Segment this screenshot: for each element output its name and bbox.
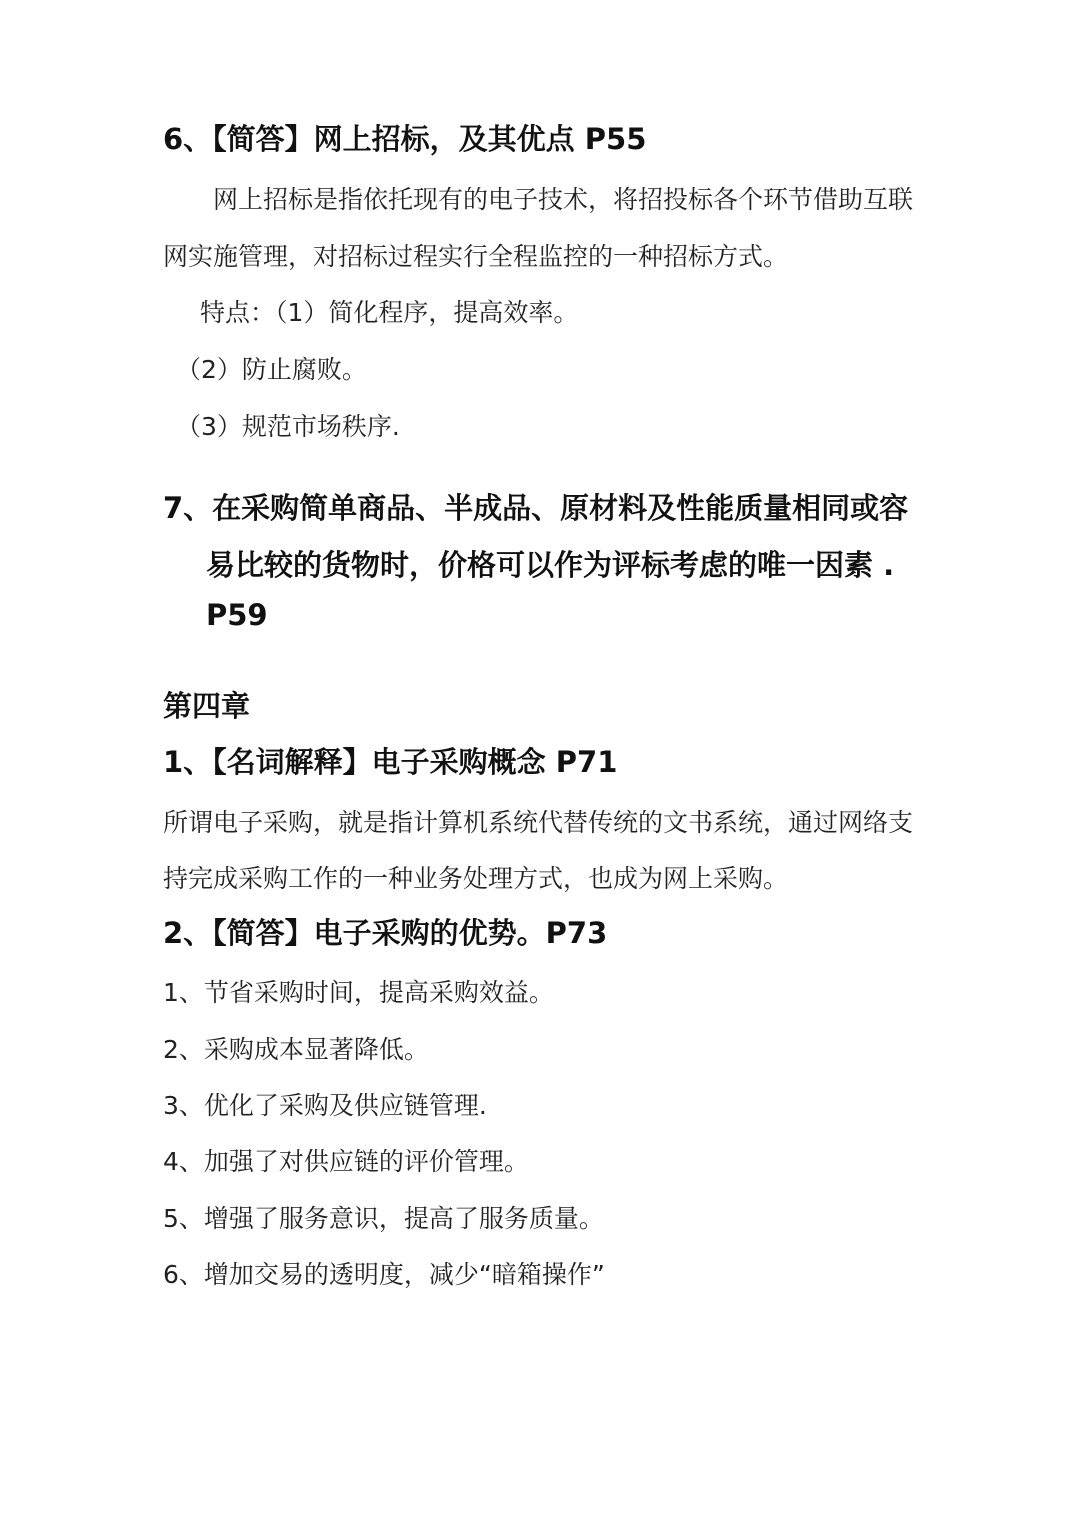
q6-definition-line1: 网上招标是指依托现有的电子技术，将招投标各个环节借助互联 [213,185,914,214]
q7-line2: 易比较的货物时，价格可以作为评标考虑的唯一因素 . [206,548,895,582]
ch4-q1-title: 1、【名词解释】电子采购概念 P71 [163,745,618,779]
q6-features-line2: （2）防止腐败。 [176,355,367,384]
q6-features-line1: 特点：（1）简化程序，提高效率。 [200,298,579,327]
ch4-q2-title: 2、【简答】电子采购的优势。P73 [163,916,608,950]
q6-definition-line2: 网实施管理，对招标过程实行全程监控的一种招标方式。 [163,242,789,271]
chapter-4-title: 第四章 [163,689,251,723]
ch4-q2-item-3: 3、优化了采购及供应链管理. [163,1091,487,1120]
ch4-q2-item-1: 1、节省采购时间，提高采购效益。 [163,978,554,1007]
ch4-q1-line2: 持完成采购工作的一种业务处理方式，也成为网上采购。 [163,864,789,893]
ch4-q1-line1: 所谓电子采购，就是指计算机系统代替传统的文书系统，通过网络支 [163,808,914,837]
q7-page-ref: P59 [206,598,268,632]
q6-features-line3: （3）规范市场秩序. [176,412,400,441]
q7-line1: 7、在采购简单商品、半成品、原材料及性能质量相同或容 [163,491,909,525]
q6-title: 6、【简答】网上招标，及其优点 P55 [163,122,647,156]
ch4-q2-item-2: 2、采购成本显著降低。 [163,1035,429,1064]
ch4-q2-item-5: 5、增强了服务意识，提高了服务质量。 [163,1204,604,1233]
ch4-q2-item-6: 6、增加交易的透明度，减少“暗箱操作” [163,1260,605,1289]
ch4-q2-item-4: 4、加强了对供应链的评价管理。 [163,1147,529,1176]
